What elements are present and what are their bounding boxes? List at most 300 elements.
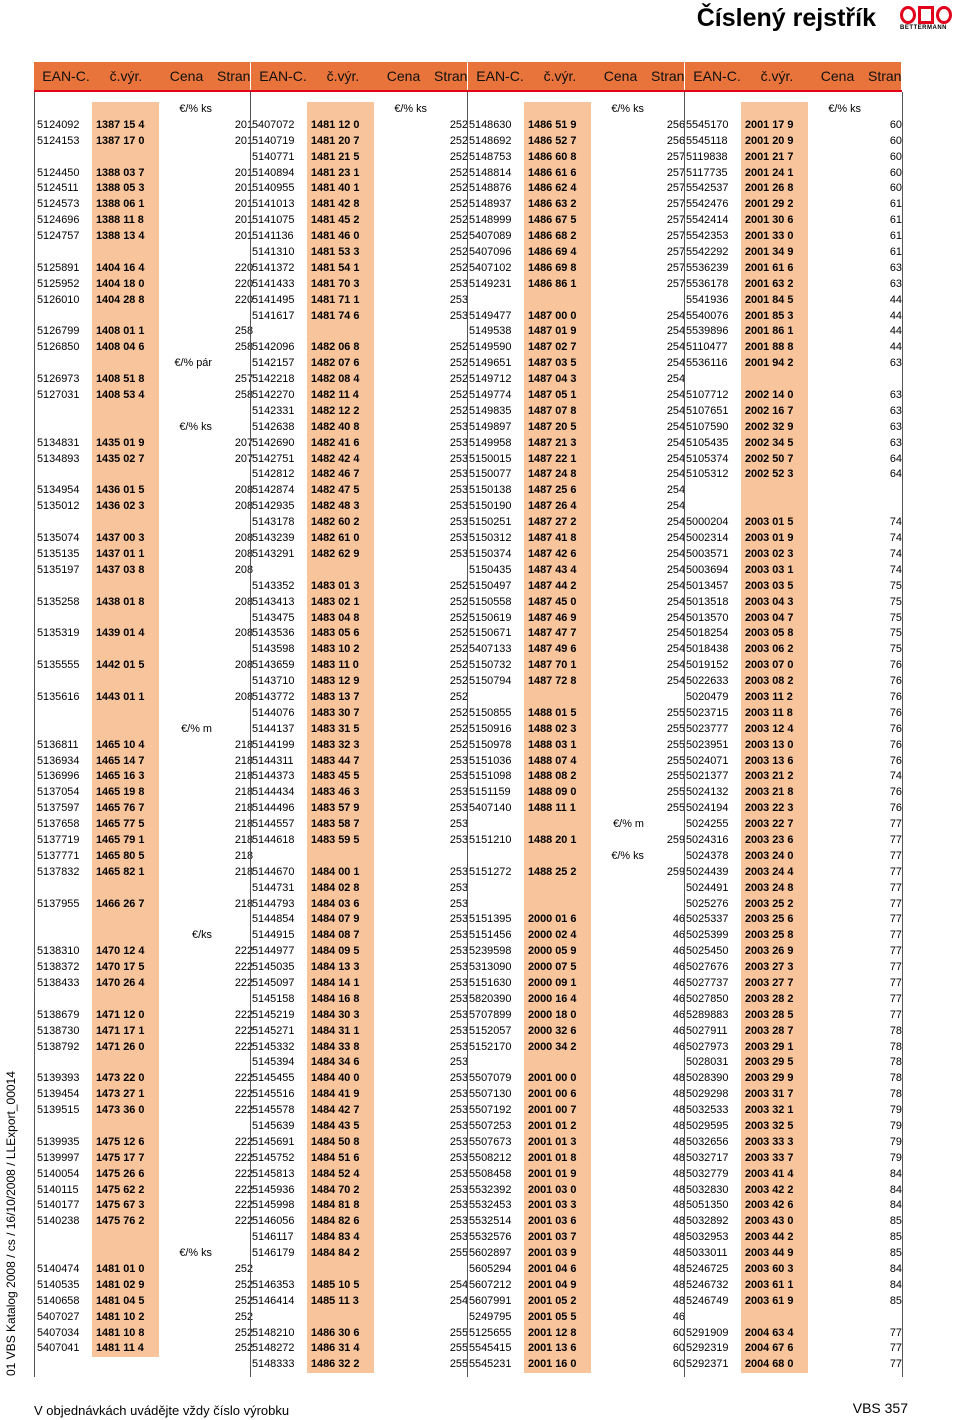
page-ref: 255 (666, 802, 685, 815)
ean-code: 5605294 (469, 1263, 512, 1276)
page-ref: 222 (234, 976, 253, 989)
product-number: 1475 12 6 (92, 1135, 159, 1151)
page-ref: 64 (889, 468, 902, 481)
product-number: 1488 08 2 (524, 769, 591, 785)
page-ref: 77 (889, 1342, 902, 1355)
ean-code: 5148814 (469, 166, 512, 179)
product-number: 1486 60 8 (524, 150, 591, 166)
table-row (469, 452, 686, 468)
product-number: 1481 10 2 (92, 1310, 159, 1326)
page-ref: 253 (449, 293, 468, 306)
page-ref: 255 (666, 754, 685, 767)
ean-code: 5149590 (469, 341, 512, 354)
table-row (37, 642, 254, 658)
page-ref: 253 (449, 309, 468, 322)
page-ref: 46 (672, 992, 685, 1005)
product-number: 2000 02 4 (524, 928, 591, 944)
product-number: 1484 13 3 (307, 960, 374, 976)
table-row (686, 229, 903, 245)
product-number: 2003 28 2 (741, 992, 808, 1008)
page-ref: 257 (666, 198, 685, 211)
product-number: 1482 46 7 (307, 467, 374, 483)
ean-code: 5137719 (37, 833, 80, 846)
ean-code: 5021377 (686, 770, 729, 783)
ean-code: 5239598 (469, 945, 512, 958)
table-row (37, 166, 254, 182)
page-ref: 60 (889, 182, 902, 195)
product-number: 2000 05 9 (524, 944, 591, 960)
ean-code: 5541936 (686, 293, 729, 306)
table-row (37, 992, 254, 1008)
table-row (469, 309, 686, 325)
page-ref: 255 (666, 786, 685, 799)
product-number: 1484 30 3 (307, 1008, 374, 1024)
page-ref: 60 (672, 1358, 685, 1371)
table-row (252, 372, 469, 388)
table-row (252, 1341, 469, 1357)
page-ref: 252 (449, 198, 468, 211)
header-cell: Stran (868, 62, 902, 90)
page-ref: 79 (889, 1104, 902, 1117)
table-row (469, 213, 686, 229)
page-ref: 252 (234, 1342, 253, 1355)
page-ref: 76 (889, 706, 902, 719)
table-row (37, 245, 254, 261)
product-number: 1486 32 2 (307, 1357, 374, 1373)
table-row (686, 563, 903, 579)
header-cell: Stran (217, 62, 251, 90)
ean-code: 5140894 (252, 166, 295, 179)
ean-code: 5138310 (37, 945, 80, 958)
ean-code: 5142157 (252, 357, 295, 370)
page-ref: 48 (672, 1120, 685, 1132)
table-row (37, 1071, 254, 1087)
product-number: 1437 03 8 (92, 563, 159, 579)
ean-code: 5105374 (686, 452, 729, 465)
table-row (469, 1357, 686, 1373)
table-row (686, 881, 903, 897)
page-ref: 252 (449, 214, 468, 227)
product-number: 2002 16 7 (741, 404, 808, 420)
table-row (37, 611, 254, 627)
ean-code: 5138433 (37, 976, 80, 989)
product-number: 1481 04 5 (92, 1294, 159, 1310)
page-ref: 207 (234, 436, 253, 449)
table-row (686, 1024, 903, 1040)
side-label: 01 VBS Katalog 2008 / cs / 16/10/2008 / LLExport_00014 (4, 1071, 18, 1376)
product-number: 2003 22 3 (741, 801, 808, 817)
table-row (686, 452, 903, 468)
ean-code: 5125952 (37, 277, 80, 290)
page-ref: 253 (449, 865, 468, 878)
table-row (686, 293, 903, 309)
ean-code: 5024378 (686, 849, 729, 862)
page-ref: 84 (889, 1263, 902, 1276)
table-row (686, 1341, 903, 1357)
product-number: 2003 03 1 (741, 563, 808, 579)
table-row (686, 897, 903, 913)
table-row (686, 626, 903, 642)
product-number: 1483 05 6 (307, 626, 374, 642)
page-ref: 254 (449, 1278, 468, 1291)
page-ref: 252 (449, 738, 468, 751)
page-ref: 222 (234, 1199, 253, 1212)
page-ref: 253 (449, 786, 468, 799)
product-number: 1483 02 1 (307, 595, 374, 611)
table-row (252, 690, 469, 706)
page-ref: 253 (449, 468, 468, 481)
table-row (252, 1214, 469, 1230)
page-ref: 218 (234, 770, 253, 783)
product-number: 2003 42 6 (741, 1198, 808, 1214)
page-ref: 253 (449, 976, 468, 989)
ean-code: 5540076 (686, 309, 729, 322)
page-ref: 74 (889, 770, 902, 783)
table-row (252, 404, 469, 420)
table-row (469, 1341, 686, 1357)
page-ref: 75 (889, 595, 902, 608)
price-unit: €/% ks (611, 849, 644, 862)
ean-code: 5150077 (469, 468, 512, 481)
ean-code: 5136934 (37, 754, 80, 767)
table-row (37, 499, 254, 515)
table-row (252, 1119, 469, 1135)
product-number: 2001 12 8 (524, 1326, 591, 1342)
table-row (686, 277, 903, 293)
header-cell: EAN-C. (42, 68, 90, 84)
ean-code: 5146117 (252, 1231, 294, 1244)
product-number: 2004 68 0 (741, 1357, 808, 1373)
product-number: 1483 46 3 (307, 785, 374, 801)
ean-code: 5124696 (37, 214, 80, 227)
product-number: 1408 01 1 (92, 324, 159, 340)
page-ref: 77 (889, 961, 902, 974)
table-row (469, 722, 686, 738)
table-row (37, 1135, 254, 1151)
product-number: 1481 20 7 (307, 134, 374, 150)
table-row (252, 1262, 469, 1278)
table-row (686, 928, 903, 944)
product-number: 1470 12 4 (92, 944, 159, 960)
page-ref: 74 (889, 532, 902, 545)
ean-code: 5126799 (37, 325, 80, 338)
table-row (686, 769, 903, 785)
table-row (469, 690, 686, 706)
table-row (469, 865, 686, 881)
product-number: 1487 22 1 (524, 452, 591, 468)
page-ref: 252 (449, 722, 468, 735)
ean-code: 5145455 (252, 1072, 295, 1085)
page-ref: 77 (889, 881, 902, 894)
product-number: 1404 28 8 (92, 293, 159, 309)
product-number: 1482 47 5 (307, 483, 374, 499)
ean-code: 5107590 (686, 420, 729, 433)
product-number: 1473 27 1 (92, 1087, 159, 1103)
page-ref: 254 (666, 420, 685, 433)
product-number: 2003 13 0 (741, 738, 808, 754)
page-ref: 46 (672, 976, 685, 989)
ean-code: 5024194 (686, 802, 729, 815)
page-ref: 79 (889, 1135, 902, 1148)
page-ref: 252 (449, 166, 468, 179)
table-row (252, 1040, 469, 1056)
table-row (37, 181, 254, 197)
product-number: 1487 44 2 (524, 579, 591, 595)
table-row (469, 881, 686, 897)
ean-code: 5145158 (252, 992, 295, 1005)
product-number: 1486 68 2 (524, 229, 591, 245)
ean-code: 5142218 (252, 373, 295, 386)
page-ref: 218 (234, 897, 253, 910)
ean-code: 5027911 (686, 1024, 728, 1037)
product-number: 1473 22 0 (92, 1071, 159, 1087)
table-row (252, 769, 469, 785)
page-ref: 85 (889, 1215, 902, 1228)
product-number: 1442 01 5 (92, 658, 159, 674)
table-row (37, 483, 254, 499)
table-row (469, 1087, 686, 1103)
page-ref: 253 (449, 547, 468, 560)
table-row (686, 658, 903, 674)
page-ref: 61 (889, 198, 902, 211)
ean-code: 5023777 (686, 722, 729, 735)
ean-code: 5149774 (469, 389, 512, 402)
product-number: 1481 21 5 (307, 150, 374, 166)
table-row (37, 595, 254, 611)
ean-code: 5145998 (252, 1199, 295, 1212)
product-number: 1482 62 9 (307, 547, 374, 563)
ean-code: 5125891 (37, 261, 80, 274)
page-ref: 258 (234, 325, 253, 338)
ean-code: 5145332 (252, 1040, 295, 1053)
ean-code: 5135012 (37, 500, 80, 513)
table-row (469, 1071, 686, 1087)
page-ref: 201 (234, 182, 253, 195)
page-ref: 46 (672, 929, 685, 942)
ean-code: 5024439 (686, 865, 729, 878)
ean-code: 5507130 (469, 1088, 512, 1101)
table-row (37, 738, 254, 754)
product-number: 2001 21 7 (741, 150, 808, 166)
footer-note: V objednávkách uvádějte vždy číslo výrobku (34, 1403, 290, 1418)
table-row (252, 1103, 469, 1119)
ean-code: 5140177 (37, 1199, 80, 1212)
product-number: 2003 11 8 (741, 706, 808, 722)
table-row (469, 1326, 686, 1342)
table-row (252, 1008, 469, 1024)
price-unit: €/% m (613, 818, 644, 831)
ean-code: 5148876 (469, 182, 512, 195)
page-ref: 253 (449, 992, 468, 1005)
page-ref: 46 (672, 945, 685, 958)
table-row (469, 1278, 686, 1294)
product-number: 1486 67 5 (524, 213, 591, 229)
page-ref: 253 (449, 1167, 468, 1180)
table-row (469, 674, 686, 690)
product-number: 2001 03 9 (524, 1246, 591, 1262)
product-number: 1484 70 2 (307, 1183, 374, 1199)
product-number: 2003 41 4 (741, 1167, 808, 1183)
table-row (686, 1357, 903, 1373)
ean-code: 5150190 (469, 500, 512, 513)
ean-code: 5144977 (252, 945, 295, 958)
page-ref: 254 (449, 1294, 468, 1307)
table-row (252, 611, 469, 627)
product-number: 2003 44 9 (741, 1246, 808, 1262)
product-number: 1487 20 5 (524, 420, 591, 436)
ean-code: 5140719 (252, 134, 295, 147)
column-divider (34, 92, 35, 1377)
table-row (252, 547, 469, 563)
table-row (37, 340, 254, 356)
page-ref: 208 (234, 659, 253, 672)
table-row (37, 293, 254, 309)
table-row (37, 1151, 254, 1167)
table-row (37, 833, 254, 849)
ean-code: 5126850 (37, 341, 80, 354)
ean-code: 5145691 (252, 1135, 295, 1148)
ean-code: 5024316 (686, 833, 729, 846)
ean-code: 5407102 (469, 261, 512, 274)
page-ref: 253 (449, 929, 468, 942)
ean-code: 5032830 (686, 1183, 729, 1196)
ean-code: 5124573 (37, 198, 80, 211)
ean-code: 5532514 (469, 1215, 512, 1228)
product-number: 2003 08 2 (741, 674, 808, 690)
page-ref: 252 (449, 373, 468, 386)
ean-code: 5152057 (469, 1024, 512, 1037)
product-number: 1388 03 7 (92, 166, 159, 182)
ean-code: 5143239 (252, 532, 295, 545)
product-number: 2003 02 3 (741, 547, 808, 563)
product-number: 2000 34 2 (524, 1040, 591, 1056)
ean-code: 5150978 (469, 738, 512, 751)
page-ref: 77 (889, 833, 902, 846)
ean-code: 5532392 (469, 1183, 512, 1196)
table-row (469, 1183, 686, 1199)
ean-code: 5146414 (252, 1294, 295, 1307)
page-ref: 77 (889, 1008, 902, 1021)
table-row (469, 1198, 686, 1214)
page-ref: 254 (666, 516, 685, 529)
page-ref: 258 (234, 389, 253, 402)
ean-code: 5138730 (37, 1024, 80, 1037)
table-row (37, 134, 254, 150)
page-ref: 252 (449, 595, 468, 608)
product-number: 1404 16 4 (92, 261, 159, 277)
table-row (252, 1071, 469, 1087)
page-ref: 254 (666, 500, 685, 513)
product-number: 1436 02 3 (92, 499, 159, 515)
ean-code: 5025337 (686, 913, 729, 926)
product-number: 1483 58 7 (307, 817, 374, 833)
product-number: 1436 01 5 (92, 483, 159, 499)
product-number: 1487 49 6 (524, 642, 591, 658)
table-row (469, 181, 686, 197)
table-row (252, 150, 469, 166)
table-row (686, 547, 903, 563)
ean-code: 5146056 (252, 1215, 295, 1228)
page-ref: 253 (449, 532, 468, 545)
table-row (252, 738, 469, 754)
ean-code: 5150251 (469, 516, 512, 529)
table-row (37, 769, 254, 785)
table-row (252, 277, 469, 293)
ean-code: 5145936 (252, 1183, 295, 1196)
ean-code: 5024071 (686, 754, 729, 767)
ean-code: 5107651 (686, 404, 729, 417)
page-ref: 74 (889, 516, 902, 529)
page-ref: 76 (889, 738, 902, 751)
table-row (469, 912, 686, 928)
table-row (469, 388, 686, 404)
page-ref: 48 (672, 1294, 685, 1307)
ean-code: 5142096 (252, 341, 295, 354)
page-ref: 76 (889, 786, 902, 799)
table-row (469, 1246, 686, 1262)
ean-code: 5143536 (252, 627, 295, 640)
product-number: 2001 61 6 (741, 261, 808, 277)
product-number: 1388 11 8 (92, 213, 159, 229)
table-row (252, 531, 469, 547)
page-ref: 208 (234, 595, 253, 608)
product-number: 2001 20 9 (741, 134, 808, 150)
product-number: 1483 30 7 (307, 706, 374, 722)
ean-code: 5002314 (686, 532, 729, 545)
ean-code: 5144137 (252, 722, 295, 735)
table-row (252, 722, 469, 738)
product-number: 1484 34 6 (307, 1055, 374, 1071)
product-number: 1483 11 0 (307, 658, 374, 674)
product-number: 1484 02 8 (307, 881, 374, 897)
page-ref: 77 (889, 913, 902, 926)
ean-code: 5149538 (469, 325, 512, 338)
page-ref: 77 (889, 1358, 902, 1371)
page-ref: 257 (666, 261, 685, 274)
table-row (686, 1262, 903, 1278)
page-ref: 78 (889, 1040, 902, 1053)
table-row (37, 897, 254, 913)
ean-code: 5105435 (686, 436, 729, 449)
page-ref: 259 (666, 865, 685, 878)
table-row (686, 849, 903, 865)
page-ref: 222 (234, 1151, 253, 1164)
table-row (37, 420, 254, 436)
table-row (686, 1183, 903, 1199)
index-column (469, 102, 686, 1373)
product-number: 1486 63 2 (524, 197, 591, 213)
table-row (252, 754, 469, 770)
page-ref: 48 (672, 1247, 685, 1260)
product-number: 2000 32 6 (524, 1024, 591, 1040)
table-row (686, 420, 903, 436)
product-number: 1487 43 4 (524, 563, 591, 579)
ean-code: 5024255 (686, 818, 729, 831)
product-number: 1486 31 4 (307, 1341, 374, 1357)
product-number: 1484 84 2 (307, 1246, 374, 1262)
table-row (252, 499, 469, 515)
table-row (686, 1310, 903, 1326)
page-ref: 208 (234, 690, 253, 703)
page-ref: 44 (889, 293, 902, 306)
table-row (252, 1357, 469, 1373)
page-ref: 63 (889, 261, 902, 274)
table-row (469, 563, 686, 579)
table-row (686, 531, 903, 547)
ean-code: 5313090 (469, 961, 512, 974)
page-ref: 76 (889, 659, 902, 672)
table-row (37, 881, 254, 897)
